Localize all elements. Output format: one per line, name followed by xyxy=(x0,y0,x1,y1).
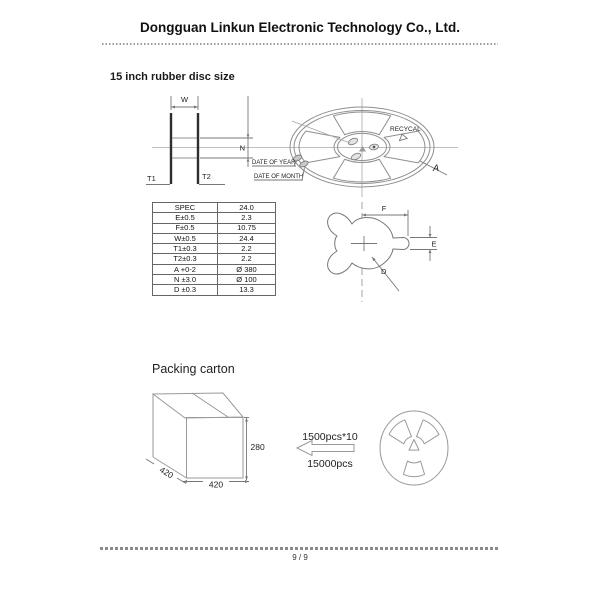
reel-spoke-cutout-left xyxy=(299,131,340,163)
spec-name: D ±0.3 xyxy=(153,285,218,295)
packing-section-title: Packing carton xyxy=(152,362,235,376)
hub-profile-drawing xyxy=(328,202,437,302)
carton-width-label: 420 xyxy=(208,479,224,490)
per-carton-qty: 1500pcs*10 xyxy=(302,431,358,443)
dim-label-w: W xyxy=(180,95,189,104)
spec-value: 2.2 xyxy=(218,254,276,264)
table-row xyxy=(153,223,276,233)
dim-label-d: D xyxy=(381,267,387,276)
table-row xyxy=(153,264,276,274)
spec-table xyxy=(152,202,276,296)
table-row xyxy=(153,275,276,285)
reel-cross-section-drawing xyxy=(146,95,253,185)
date-of-year-label: DATE OF YEAR xyxy=(252,160,296,166)
dim-label-f: F xyxy=(381,204,387,213)
spec-value: 13.3 xyxy=(218,285,276,295)
company-title: Dongguan Linkun Electronic Technology Co., Ltd. xyxy=(140,20,460,35)
spec-value: 24.0 xyxy=(218,203,276,213)
spec-value: 10.75 xyxy=(218,223,276,233)
spec-name: N ±3.0 xyxy=(153,275,218,285)
reel-window-bottom xyxy=(403,461,424,477)
spec-name: SPEC xyxy=(153,203,218,213)
dim-label-a: A xyxy=(433,163,440,173)
dim-label-e: E xyxy=(431,239,437,249)
spec-name: F±0.5 xyxy=(153,223,218,233)
disc-section-title: 15 inch rubber disc size xyxy=(110,71,235,83)
table-row xyxy=(153,233,276,243)
spec-value: 24.4 xyxy=(218,233,276,243)
reel-center-triangle xyxy=(409,440,419,451)
spec-name: E±0.5 xyxy=(153,213,218,223)
reel-front-view-drawing xyxy=(380,411,448,485)
table-row xyxy=(153,244,276,254)
page-number: 9 / 9 xyxy=(292,553,308,562)
carton-box-drawing xyxy=(153,393,243,481)
spec-name: W±0.5 xyxy=(153,233,218,243)
table-row xyxy=(153,213,276,223)
quantity-flow xyxy=(297,431,358,470)
hub-triangle-mark xyxy=(359,146,366,152)
table-row xyxy=(153,285,276,295)
spec-name: A +0-2 xyxy=(153,264,218,274)
date-of-month-label: DATE OF MONTH xyxy=(254,174,304,180)
spec-name: T2±0.3 xyxy=(153,254,218,264)
spec-name: T1±0.3 xyxy=(153,244,218,254)
reel-window-top-right xyxy=(416,420,438,444)
dim-label-t2: T2 xyxy=(202,172,211,181)
dim-label-n: N xyxy=(239,143,245,153)
carton-dimensions xyxy=(146,418,265,490)
table-row xyxy=(153,203,276,213)
spec-value: Ø 380 xyxy=(218,264,276,274)
dim-label-t1: T1 xyxy=(147,174,156,183)
reel-window-top-left xyxy=(389,420,411,444)
table-row xyxy=(153,254,276,264)
spec-value: Ø 100 xyxy=(218,275,276,285)
spec-value: 2.2 xyxy=(218,244,276,254)
spec-value: 2.3 xyxy=(218,213,276,223)
recycal-label: RECYCAL xyxy=(390,126,421,133)
carton-height-label: 280 xyxy=(250,442,265,452)
total-qty: 15000pcs xyxy=(307,458,353,470)
footer-divider xyxy=(100,547,500,550)
carton-depth-label: 420 xyxy=(157,464,176,481)
